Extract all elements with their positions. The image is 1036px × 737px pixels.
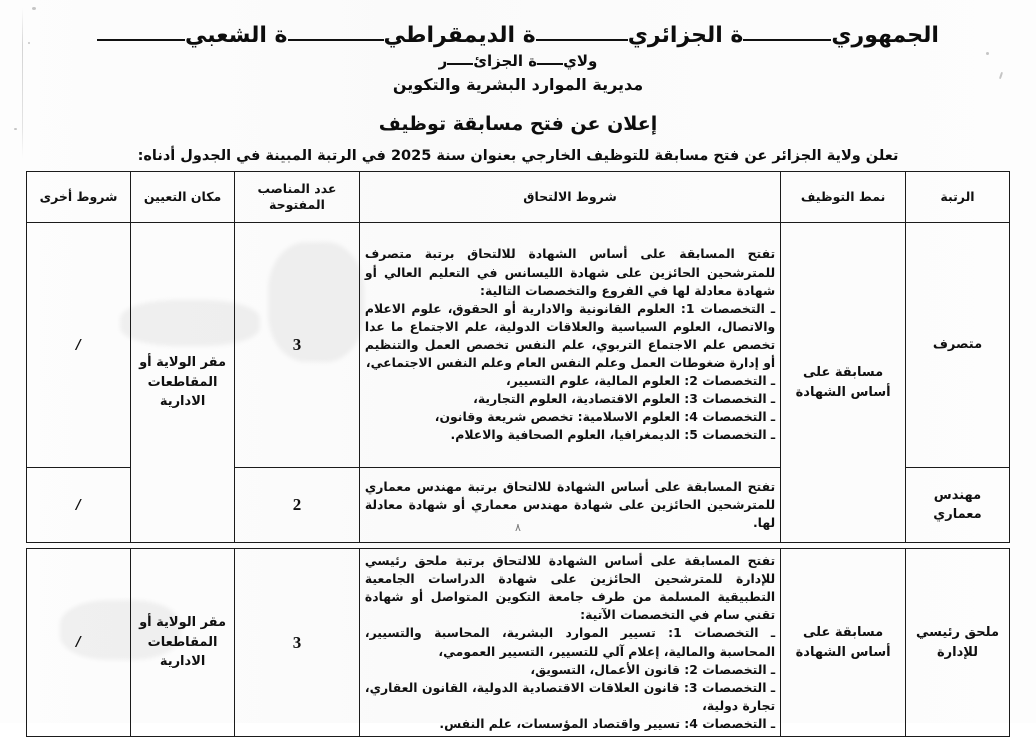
cell-rank: متصرف xyxy=(905,223,1009,468)
wilaya-text-part-3: ر xyxy=(438,52,448,71)
cell-admission-conditions xyxy=(359,223,780,468)
cell-open-posts: 3 xyxy=(235,223,360,468)
cell-other-conditions: / xyxy=(27,468,131,543)
conditions-intro-text: تفتح المسابقة على أساس الشهادة للالتحاق برتبة مهندس معماري للمترشحين الحائزين على شهادة مهندس معماري أو شهادة معادلة لها. xyxy=(364,478,776,531)
wilaya-text-part-1: ولاي xyxy=(563,52,598,71)
page-number: ٨ xyxy=(515,521,521,534)
header-wilaya-line xyxy=(0,52,1036,70)
specialty-line: ـ التخصصات 2: العلوم المالية، علوم التسيير، xyxy=(505,373,776,389)
scan-speck xyxy=(32,7,36,10)
specialty-line: ـ التخصصات 3: قانون العلاقات الاقتصادية الدولية، القانون العقاري، تجارة دولية، xyxy=(364,679,776,713)
cell-rank: ملحق رئيسي للإدارة xyxy=(905,549,1009,737)
cell-assignment-place: مقر الولاية أو المقاطعات الادارية xyxy=(131,549,235,737)
cell-open-posts: 3 xyxy=(235,549,360,737)
column-header-open-posts: عدد المناصب المفتوحة xyxy=(235,172,360,223)
document-header xyxy=(0,24,1036,94)
kashida-stretch-5 xyxy=(537,55,563,69)
specialty-line: ـ التخصصات 1: العلوم القانونية والادارية أو الحقوق، علوم الاعلام والاتصال، العلوم السياسية والعلاقات الدولية، علم الاجتماع ما عدا تخصص علم الاجتماع التربوي، علم النفس تخصص العمل والتنظيم أو إدارة ضغوطات العمل وعلم النفس العام وعلم النفس الاجتماعي، xyxy=(364,300,776,371)
header-directorate-line: مديرية الموارد البشرية والتكوين xyxy=(392,75,644,95)
wilaya-text-part-2: ة الجزائ xyxy=(473,52,538,71)
recruitment-table-1 xyxy=(26,171,1010,543)
kashida-stretch-3 xyxy=(288,25,384,47)
header-republic-line xyxy=(0,24,1036,47)
conditions-intro-text: تفتح المسابقة على أساس الشهادة للالتحاق برتبة ملحق رئيسي للإدارة للمترشحين الحائزين على شهادة الدراسات الجامعية التطبيقية المسلمة من طرف جامعة التكوين المتواصل أو شهادة تقني سام في التخصصات الآتية: xyxy=(364,553,776,623)
cell-open-posts: 2 xyxy=(235,468,360,543)
kashida-stretch-1 xyxy=(743,25,831,47)
cell-rank: مهندس معماري xyxy=(905,468,1009,543)
specialty-line: ـ التخصصات 4: العلوم الاسلامية: تخصص شريعة وقانون، xyxy=(434,409,776,425)
cell-admission-conditions xyxy=(359,549,780,737)
table-row xyxy=(27,549,1010,737)
cell-recruitment-mode: مسابقة على أساس الشهادة xyxy=(781,223,906,543)
page-title: إعلان عن فتح مسابقة توظيف xyxy=(378,113,658,135)
specialty-line: ـ التخصصات 1: تسيير الموارد البشرية، المحاسبة والتسيير، المحاسبة والمالية، إعلام آلي للتسيير، التسيير العمومي، xyxy=(364,625,776,659)
kashida-stretch-6 xyxy=(447,55,473,69)
column-header-admission-conditions: شروط الالتحاق xyxy=(359,172,780,223)
specialty-line: ـ التخصصات 3: العلوم الاقتصادية، العلوم التجارية، xyxy=(473,391,776,407)
specialty-line: ـ التخصصات 5: الديمغرافيا، العلوم الصحافية والاعلام. xyxy=(450,427,776,443)
intro-paragraph: تعلن ولاية الجزائر عن فتح مسابقة للتوظيف الخارجي بعنوان سنة 2025 في الرتبة المبينة في الجدول أدناه: xyxy=(137,148,899,164)
column-header-recruitment-mode: نمط التوظيف xyxy=(781,172,906,223)
table-row xyxy=(27,223,1010,468)
column-header-assignment-place: مكان التعيين xyxy=(131,172,235,223)
cell-recruitment-mode: مسابقة على أساس الشهادة xyxy=(781,549,906,737)
conditions-intro-text: تفتح المسابقة على أساس الشهادة للالتحاق برتبة متصرف للمترشحين الحائزين على شهادة الليسانس في التعليم العالي أو شهادة معادلة لها في الفروع والتخصصات التالية: xyxy=(364,246,776,298)
specialty-line: ـ التخصصات 4: تسيير واقتصاد المؤسسات، علم النفس. xyxy=(439,715,776,731)
republic-text-part-1: الجمهوري xyxy=(831,23,939,48)
republic-text-part-3: ة الديمقراطي xyxy=(383,23,536,48)
kashida-stretch-2 xyxy=(536,25,628,47)
republic-text-part-2: ة الجزائري xyxy=(627,23,744,48)
cell-assignment-place: مقر الولاية أو المقاطعات الادارية xyxy=(131,223,235,543)
table-header-row xyxy=(27,172,1010,223)
republic-text-part-4: ة الشعبي xyxy=(185,23,288,48)
cell-other-conditions: / xyxy=(27,549,131,737)
kashida-stretch-4 xyxy=(97,25,185,47)
column-header-other-conditions: شروط أخرى xyxy=(27,172,131,223)
cell-other-conditions: / xyxy=(27,223,131,468)
specialty-line: ـ التخصصات 2: قانون الأعمال، التسويق، xyxy=(530,661,776,677)
column-header-rank: الرتبة xyxy=(905,172,1009,223)
recruitment-table-2 xyxy=(26,548,1010,737)
